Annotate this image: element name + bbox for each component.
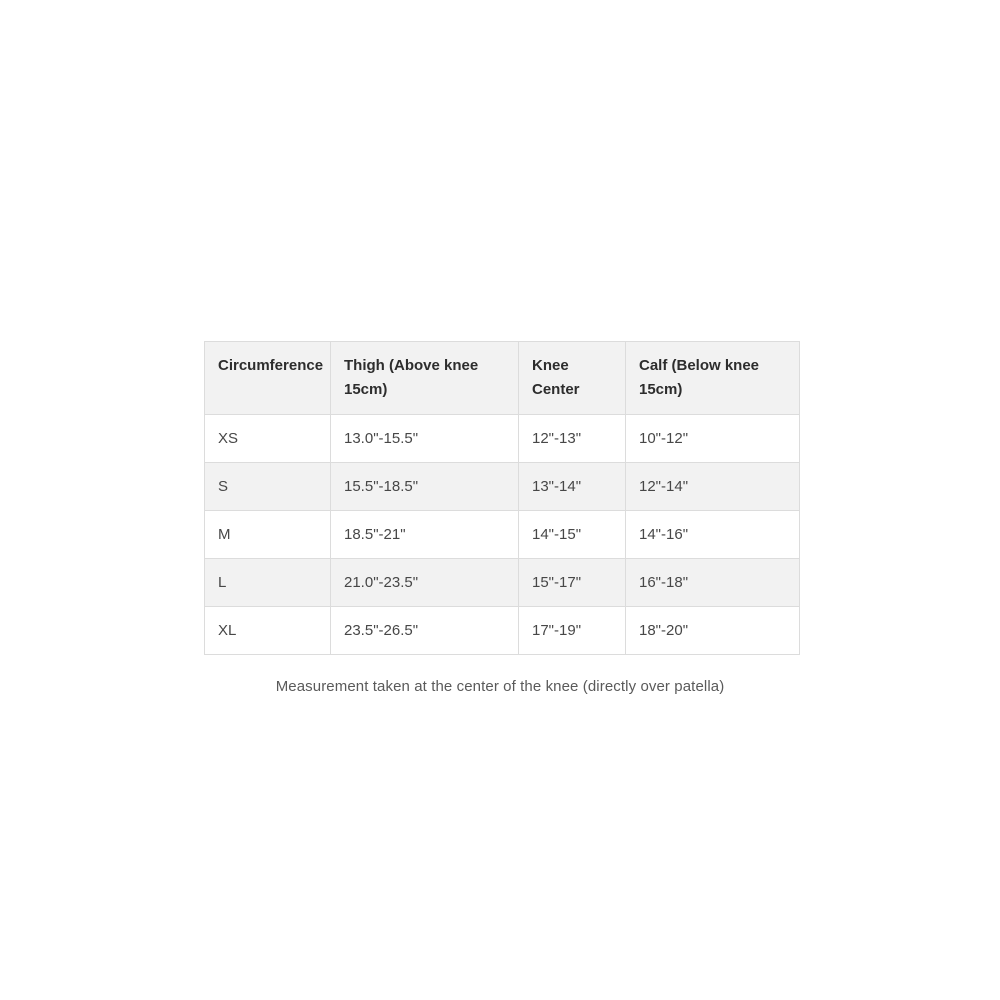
- size-chart-section: [204, 341, 799, 655]
- calf-cell: 10"-12": [626, 415, 800, 463]
- thigh-cell: 18.5"-21": [331, 511, 519, 559]
- size-cell: S: [205, 463, 331, 511]
- table-row-xs: [205, 415, 800, 463]
- thigh-cell: 13.0"-15.5": [331, 415, 519, 463]
- size-chart-table: [204, 341, 800, 655]
- thigh-cell: 15.5"-18.5": [331, 463, 519, 511]
- size-cell: XL: [205, 607, 331, 655]
- measurement-note: Measurement taken at the center of the knee (directly over patella): [275, 678, 725, 695]
- size-cell: XS: [205, 415, 331, 463]
- calf-cell: 14"-16": [626, 511, 800, 559]
- header-calf: Calf (Below knee 15cm): [626, 342, 800, 415]
- size-cell: M: [205, 511, 331, 559]
- knee-cell: 13"-14": [519, 463, 626, 511]
- knee-cell: 15"-17": [519, 559, 626, 607]
- knee-cell: 14"-15": [519, 511, 626, 559]
- header-knee-center: Knee Center: [519, 342, 626, 415]
- table-row-m: [205, 511, 800, 559]
- table-row-s: [205, 463, 800, 511]
- table-row-l: [205, 559, 800, 607]
- header-row: [205, 342, 800, 415]
- calf-cell: 16"-18": [626, 559, 800, 607]
- header-thigh: Thigh (Above knee 15cm): [331, 342, 519, 415]
- calf-cell: 12"-14": [626, 463, 800, 511]
- calf-cell: 18"-20": [626, 607, 800, 655]
- header-circumference: Circumference: [205, 342, 331, 415]
- table-row-xl: [205, 607, 800, 655]
- knee-cell: 12"-13": [519, 415, 626, 463]
- knee-cell: 17"-19": [519, 607, 626, 655]
- size-cell: L: [205, 559, 331, 607]
- thigh-cell: 23.5"-26.5": [331, 607, 519, 655]
- thigh-cell: 21.0"-23.5": [331, 559, 519, 607]
